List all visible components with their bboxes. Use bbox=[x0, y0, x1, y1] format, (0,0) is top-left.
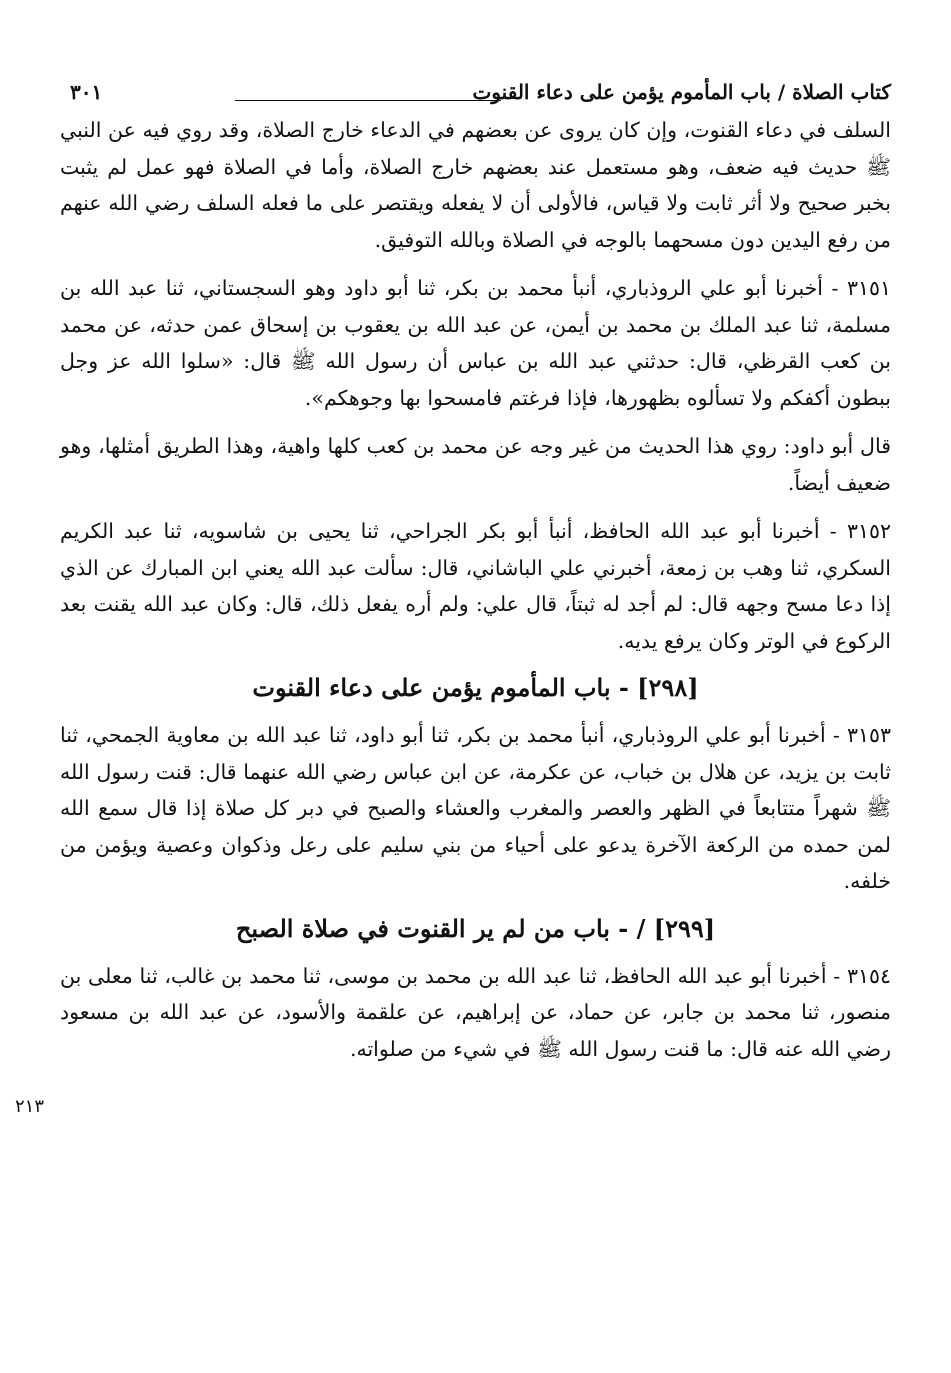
margin-page-reference: ٢١٣ bbox=[15, 1096, 45, 1117]
chapter-heading-298: [٢٩٨] - باب المأموم يؤمن على دعاء القنوت bbox=[252, 673, 699, 702]
page-body bbox=[60, 112, 891, 1067]
page-number: ٣٠١ bbox=[70, 80, 103, 104]
paragraph-3154: ٣١٥٤ - أخبرنا أبو عبد الله الحافظ، ثنا عبد الله بن محمد بن موسى، ثنا محمد بن غالب، ثنا معلى بن منصور، ثنا محمد بن جابر، عن حماد، عن إبراهيم، عن علقمة والأسود، عن عبد الله بن مسعود رضي الله عنه قال: ما قنت رسول الله ﷺ في شيء من صلواته. bbox=[60, 963, 891, 1061]
paragraph-intro: السلف في دعاء القنوت، وإن كان يروى عن بعضهم في الدعاء خارج الصلاة، وقد روي فيه عن النبي ﷺ حديث فيه ضعف، وهو مستعمل عند بعضهم خارج الصلاة، وأما في الصلاة فهو عمل لم يثبت بخبر صحيح ولا أثر ثابت ولا قياس، فالأولى أن لا يفعله ويقتصر على ما فعله السلف رضي الله عنهم من رفع اليدين دون مسحهما بالوجه في الصلاة وبالله التوفيق. bbox=[60, 118, 891, 252]
paragraph-abu-dawud-note: قال أبو داود: روي هذا الحديث من غير وجه عن محمد بن كعب كلها واهية، وهذا الطريق أمثلها، وهو ضعيف أيضاً. bbox=[60, 434, 891, 495]
running-header bbox=[60, 72, 891, 112]
paragraph-3153: ٣١٥٣ - أخبرنا أبو علي الروذباري، أنبأ محمد بن بكر، ثنا أبو داود، ثنا عبد الله بن معاوية الجمحي، ثنا ثابت بن يزيد، عن هلال بن خباب، عن عكرمة، عن ابن عباس رضي الله عنهما قال: قنت رسول الله ﷺ شهراً متتابعاً في الظهر والعصر والمغرب والعشاء والصبح في دبر كل صلاة إذا قال سمع الله لمن حمده من الركعة الآخرة يدعو على أحياء من بني سليم على رعل وذكوان وعصية ويؤمن من خلفه. bbox=[60, 723, 891, 893]
paragraph-3151: ٣١٥١ - أخبرنا أبو علي الروذباري، أنبأ محمد بن بكر، ثنا أبو داود وهو السجستاني، ثنا عبد الله بن مسلمة، ثنا عبد الملك بن محمد بن أيمن، عن عبد الله بن يعقوب بن إسحاق عمن حدثه، عن محمد بن كعب القرظي، قال: حدثني عبد الله بن عباس أن رسول الله ﷺ قال: «سلوا الله عز وجل ببطون أكفكم ولا تسألوه بظهورها، فإذا فرغتم فامسحوا بها وجوهكم». bbox=[60, 276, 891, 410]
header-rule bbox=[235, 100, 501, 101]
chapter-heading-299: [٢٩٩] / - باب من لم ير القنوت في صلاة الصبح bbox=[235, 913, 716, 943]
running-title: كتاب الصلاة / باب المأموم يؤمن على دعاء القنوت bbox=[472, 80, 891, 104]
paragraph-3152: ٣١٥٢ - أخبرنا أبو عبد الله الحافظ، أنبأ أبو بكر الجراحي، ثنا يحيى بن شاسويه، ثنا عبد الكريم السكري، ثنا وهب بن زمعة، أخبرني علي الباشاني، قال: سألت عبد الله يعني ابن المبارك عن الذي إذا دعا مسح وجهه قال: لم أجد له ثبتاً، قال علي: ولم أره يفعل ذلك، قال: وكان عبد الله يقنت بعد الركوع في الوتر وكان يرفع يديه. bbox=[60, 519, 891, 653]
